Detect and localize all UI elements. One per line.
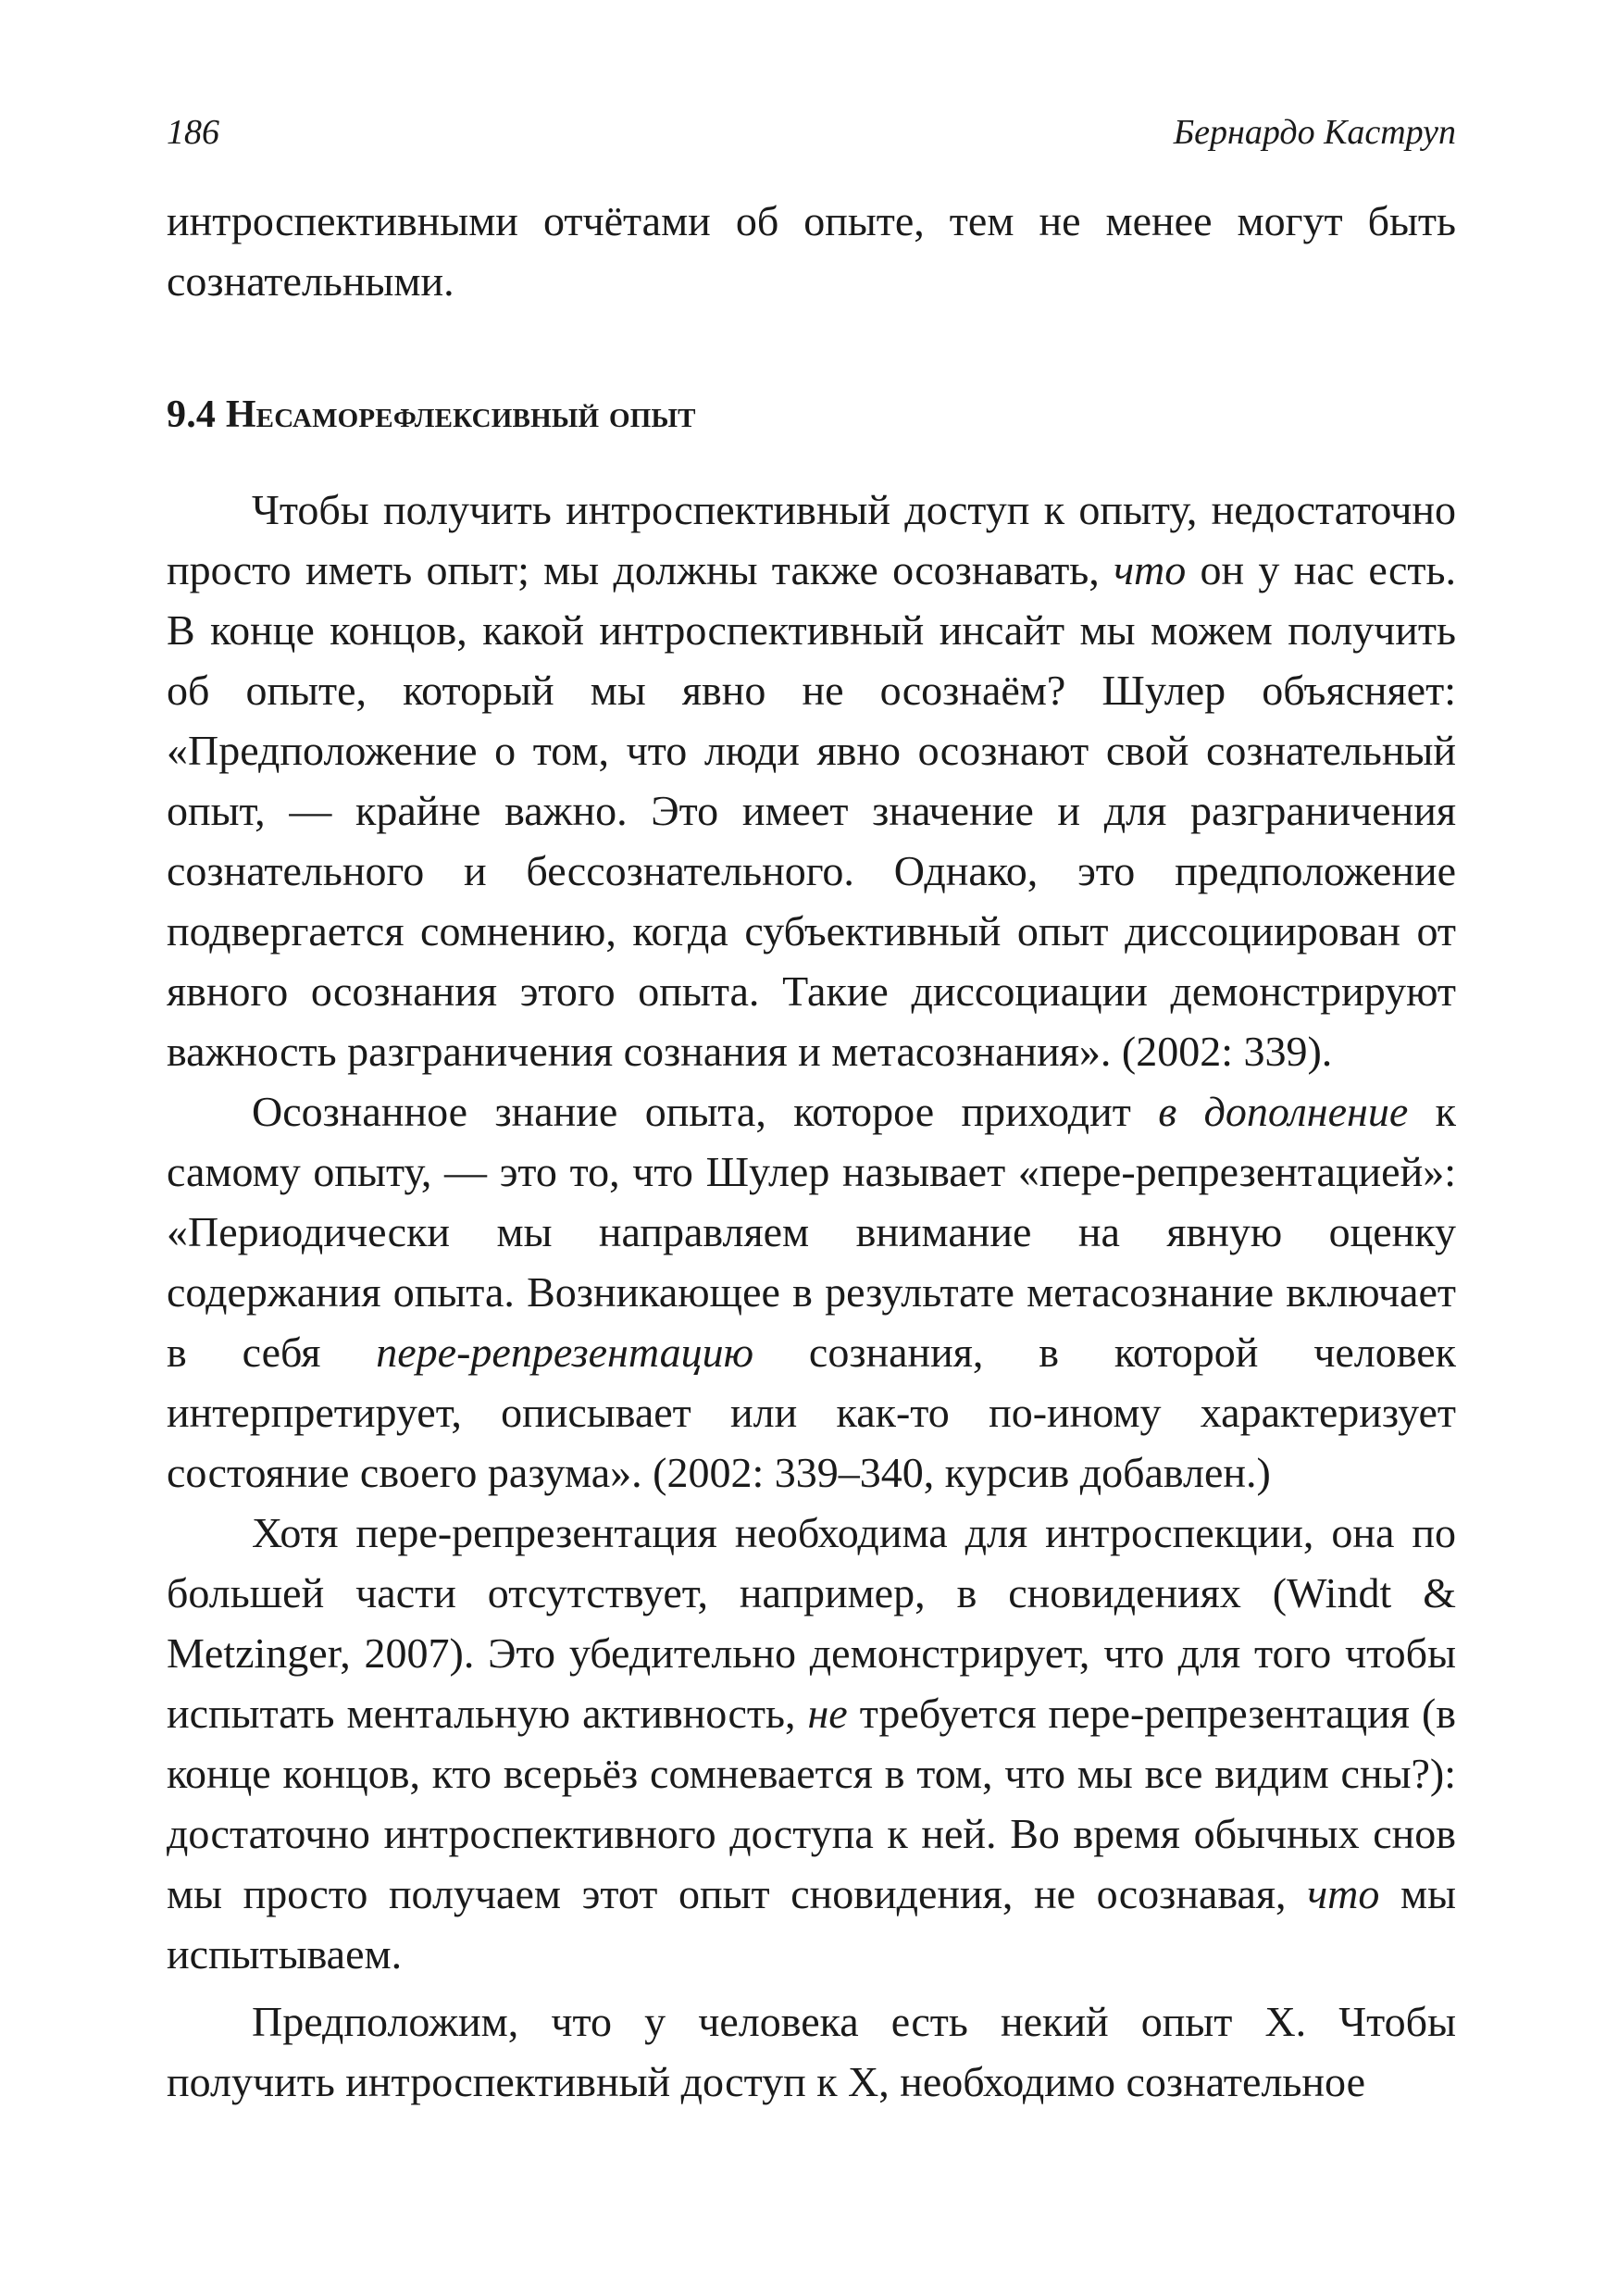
paragraph-4 — [167, 1991, 1456, 2112]
emphasis-text: что — [1307, 1870, 1380, 1917]
paragraph-text: Чтобы получить интроспективный доступ к опыту, недостаточно просто иметь опыт; мы должны также осознавать, — [167, 486, 1456, 593]
running-head-author: Бернардо Каструп — [1173, 113, 1456, 152]
emphasis-text: пере-репрезентацию — [376, 1329, 754, 1376]
paragraph-text: Предположим, что у человека есть некий опыт X. Чтобы получить интроспективный доступ к X, необходимо сознательное — [167, 1998, 1456, 2105]
section-number: 9.4 — [167, 393, 217, 436]
paragraph-text: мы испытываем. — [167, 1870, 1457, 1978]
page-number: 186 — [167, 113, 219, 152]
emphasis-text: не — [807, 1690, 848, 1737]
emphasis-text: в дополнение — [1158, 1088, 1409, 1135]
paragraph-text: требуется пере-репрезентация (в конце концов, кто всерьёз сомневается в том, что мы все видим сны?): достаточно интроспективного доступа к ней. Во время обычных снов мы просто получаем этот опыт сновидения, не осознавая, — [167, 1690, 1456, 1917]
section-title: Несаморефлексивный опыт — [225, 393, 696, 436]
emphasis-text: что — [1114, 546, 1187, 593]
book-page — [167, 111, 1456, 2112]
paragraph-text: Осознанное знание опыта, которое приходит — [252, 1088, 1159, 1135]
paragraph-text: он у нас есть. В конце концов, какой интроспективный инсайт мы можем получить об опыте, который мы явно не осознаём? Шулер объясняет: «Предположение о том, что люди явно осознают свой сознательный опыт, — крайне важно. Это имеет значение и для разграничения сознательного и бессознательного. Однако, это предположение подвергается сомнению, когда субъективный опыт диссоциирован от явного осознания этого опыта. Такие диссоциации демонстрируют важность разграничения сознания и метасознания». (2002: 339). — [167, 546, 1456, 1075]
paragraph-text: интроспективными отчётами об опыте, тем не менее могут быть сознательными. — [167, 197, 1456, 305]
paragraph-3 — [167, 1503, 1456, 1984]
paragraph-text: к самому опыту, — это то, что Шулер называет «пере-репрезентацией»: «Периодически мы направляем внимание на явную оценку содержания опыта. Возникающее в результате метасознание включает в себя — [167, 1088, 1456, 1376]
running-head — [167, 111, 1456, 154]
paragraph-text: сознания, в которой человек интерпретирует, описывает или как-то по-иному характеризует состояние своего разума». (2002: 339–340, курсив добавлен.) — [167, 1329, 1456, 1496]
paragraph-2 — [167, 1081, 1456, 1503]
paragraph-1 — [167, 480, 1456, 1081]
paragraph-continued — [167, 191, 1456, 311]
paragraph-text: Хотя пере-репрезентация необходима для интроспекции, она по большей части отсутствует, например, в сновидениях (Windt & Metzinger, 2007). Это убедительно демонстрирует, что для того чтобы испытать ментальную активность, — [167, 1509, 1456, 1737]
section-heading — [167, 387, 1456, 443]
body-text — [167, 191, 1456, 2112]
